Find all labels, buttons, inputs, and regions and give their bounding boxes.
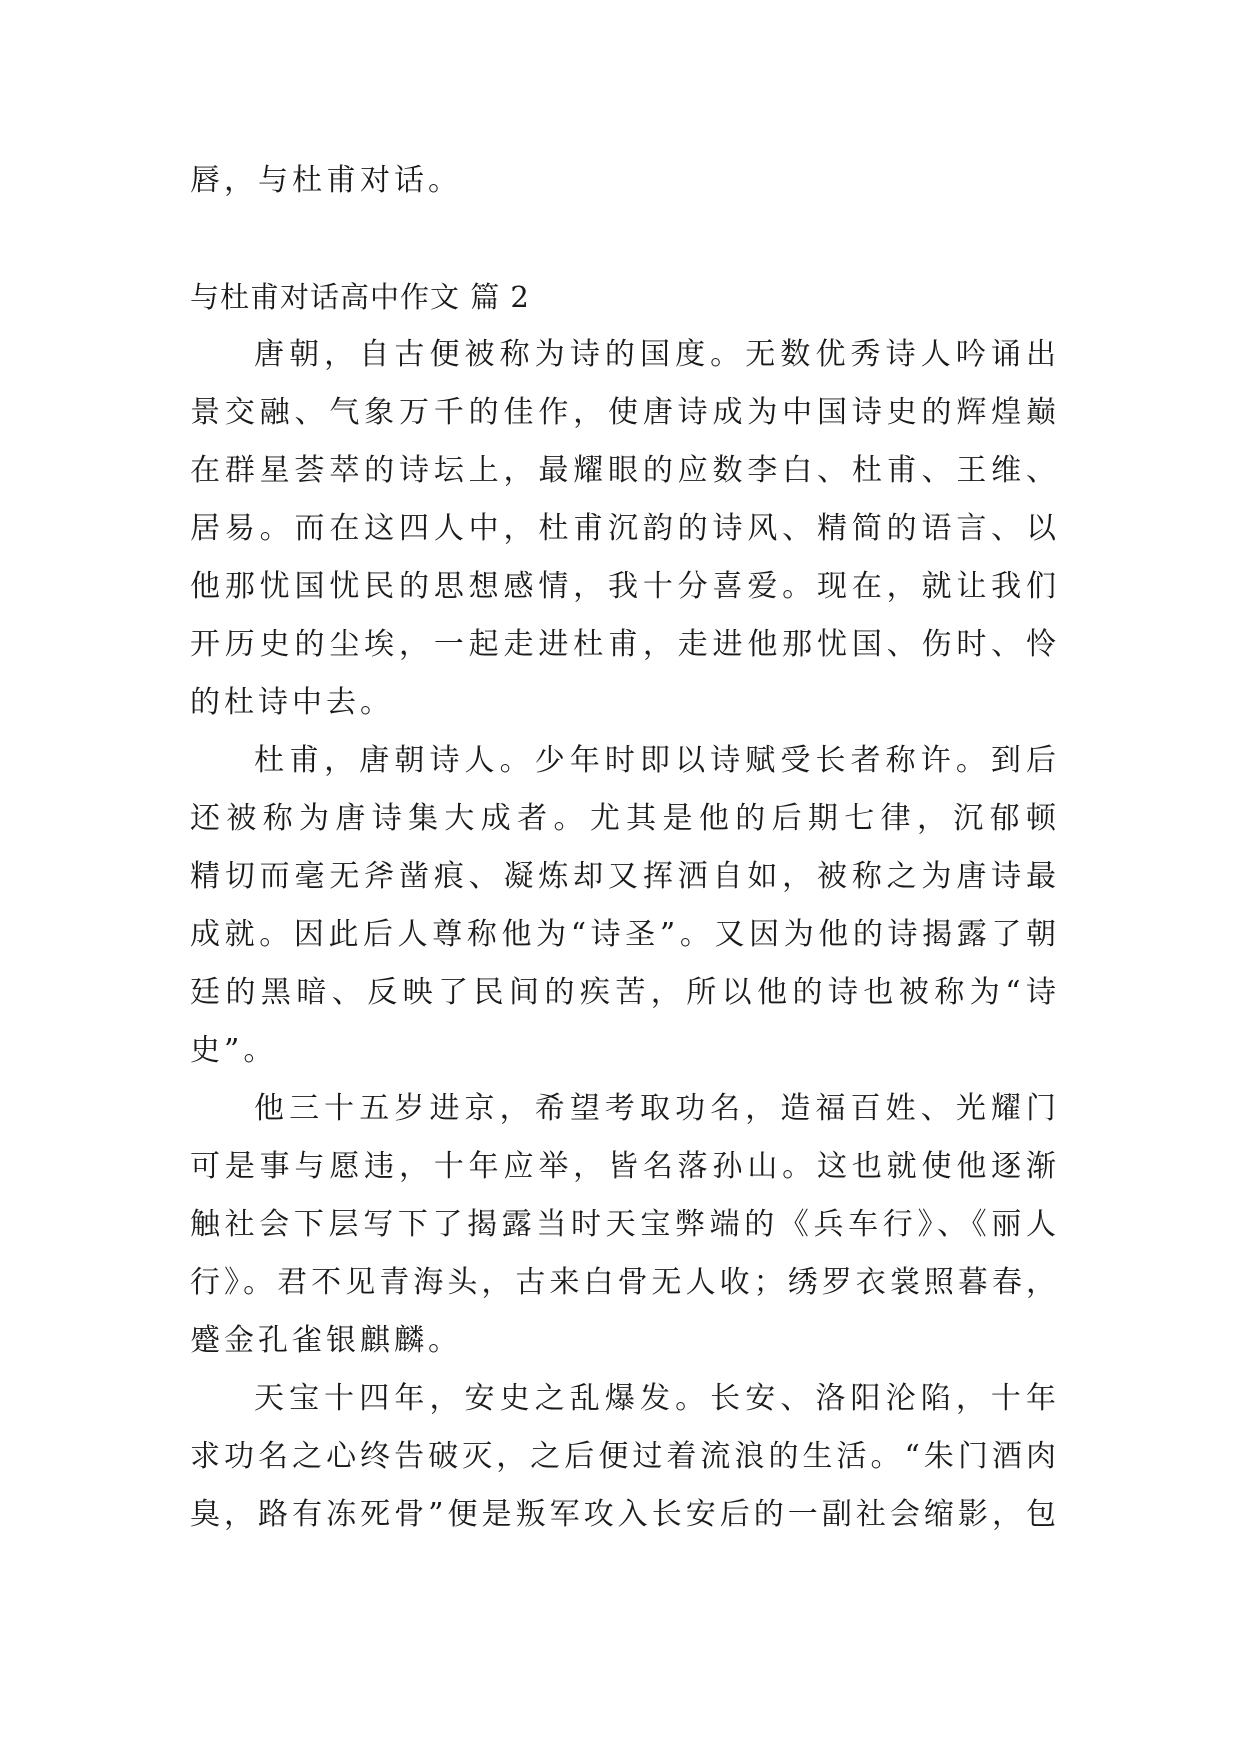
paragraph-2 [190,732,1060,1080]
paragraph-line: 在群星荟萃的诗坛上，最耀眼的应数李白、杜甫、王维、 [190,453,1060,488]
paragraph-line: 触社会下层写下了揭露当时天宝弊端的《兵车行》、《丽人 [190,1207,1060,1242]
paragraph-line: 史”。 [190,1033,278,1068]
paragraph-line: 成就。因此后人尊称他为“诗圣”。又因为他的诗揭露了朝 [190,917,1060,952]
paragraph-line: 蹙金孔雀银麒麟。 [190,1323,462,1358]
section-title: 与杜甫对话高中作文 篇 2 [190,280,530,314]
paragraph-line: 行》。君不见青海头，古来白骨无人收；绣罗衣裳照暮春， [190,1265,1060,1300]
carryover-line: 唇，与杜甫对话。 [190,163,462,198]
paragraph-line: 精切而毫无斧凿痕、凝炼却又挥洒自如，被称之为唐诗最 [190,859,1060,894]
document-body [190,152,1060,1544]
blank-line [190,210,1060,268]
paragraph-4 [190,1370,1060,1544]
paragraph-1 [190,326,1060,732]
paragraph-line: 还被称为唐诗集大成者。尤其是他的后期七律，沉郁顿 [190,801,1060,836]
paragraph-line: 的杜诗中去。 [190,685,394,720]
paragraph-line: 求功名之心终告破灭，之后便过着流浪的生活。“朱门酒肉 [190,1439,1060,1474]
paragraph-line: 开历史的尘埃，一起走进杜甫，走进他那忧国、伤时、怜 [190,627,1060,662]
paragraph-line: 他那忧国忧民的思想感情，我十分喜爱。现在，就让我们 [190,569,1060,604]
paragraph-line: 臭，路有冻死骨”便是叛军攻入长安后的一副社会缩影，包 [190,1497,1060,1532]
paragraph-line: 景交融、气象万千的佳作，使唐诗成为中国诗史的辉煌巅 [190,395,1060,430]
paragraph-line: 天宝十四年，安史之乱爆发。长安、洛阳沦陷，十年 [254,1381,1060,1416]
paragraph-line: 杜甫，唐朝诗人。少年时即以诗赋受长者称许。到后 [254,743,1060,778]
paragraph-line: 居易。而在这四人中，杜甫沉韵的诗风、精简的语言、以 [190,511,1060,546]
paragraph-line: 可是事与愿违，十年应举，皆名落孙山。这也就使他逐渐 [190,1149,1060,1184]
paragraph-line: 他三十五岁进京，希望考取功名，造福百姓、光耀门 [254,1091,1060,1126]
paragraph-3 [190,1080,1060,1370]
paragraph-line: 廷的黑暗、反映了民间的疾苦，所以他的诗也被称为“诗 [190,975,1060,1010]
paragraph-line: 唐朝，自古便被称为诗的国度。无数优秀诗人吟诵出 [254,337,1060,372]
